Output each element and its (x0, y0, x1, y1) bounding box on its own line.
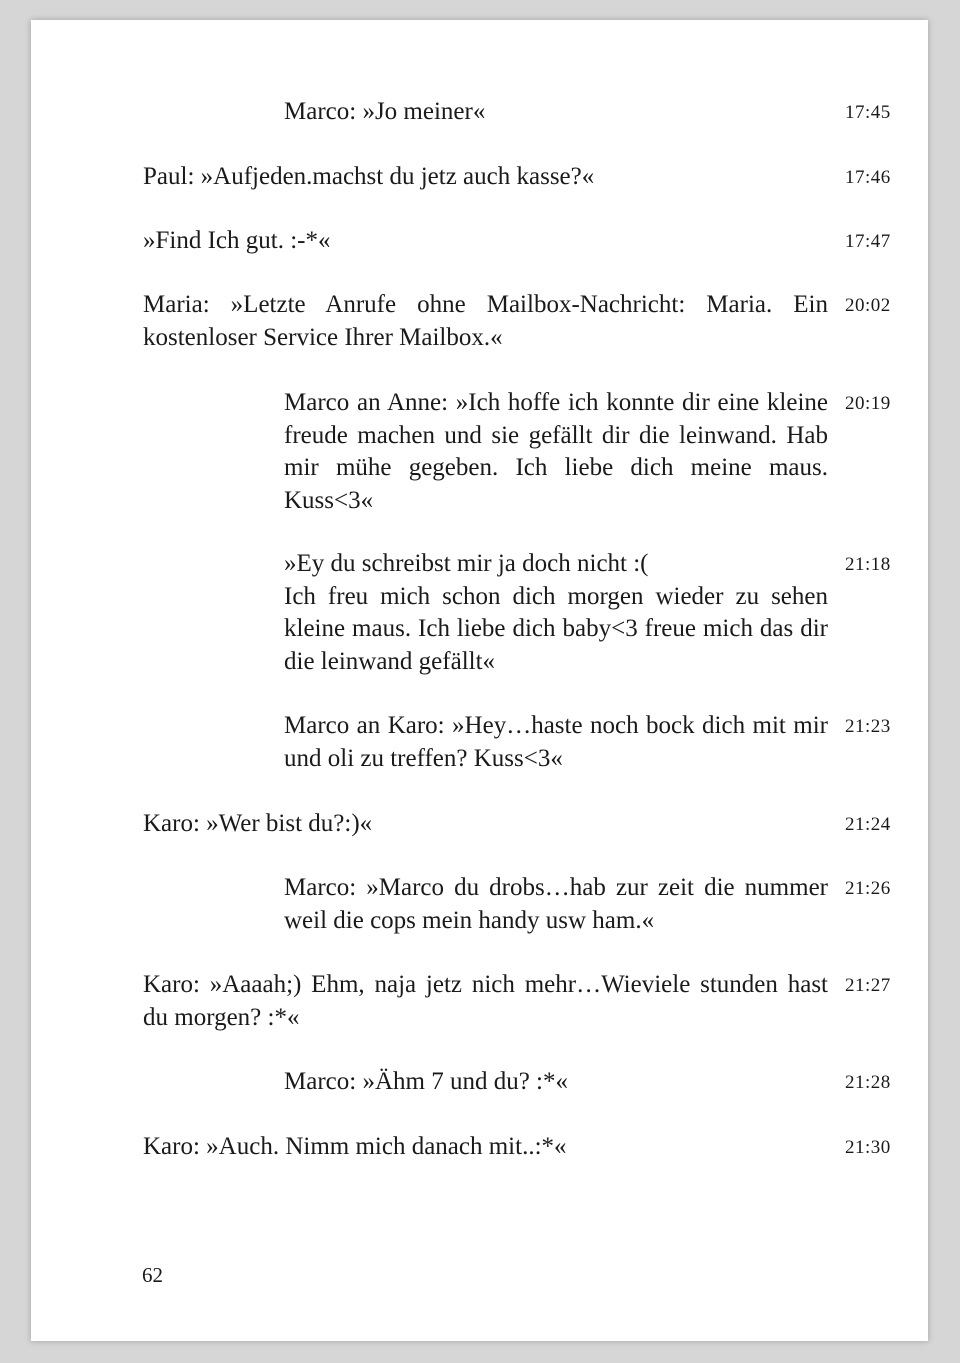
message-time: 21:18 (845, 554, 891, 575)
message-time: 20:02 (845, 295, 891, 316)
message-time: 21:27 (845, 975, 891, 996)
message-text: Karo: »Aaaah;) Ehm, naja jetz nich mehr…Wieviele stunden hast du morgen? :*« (143, 971, 828, 1031)
message-text: Karo: »Auch. Nimm mich danach mit..:*« (143, 1133, 567, 1160)
message-text: Marco an Karo: »Hey…haste noch bock dich mit mir und oli zu treffen? Kuss<3« (284, 712, 828, 772)
message-text: »Ey du schreibst mir ja doch nicht :( Ich freu mich schon dich morgen wieder zu sehen kleine maus. Ich liebe dich baby<3 freue mich das dir die leinwand gefällt« (284, 550, 828, 675)
message-time: 17:45 (845, 102, 891, 123)
message-time: 21:26 (845, 878, 891, 899)
message-text: Marco an Anne: »Ich hoffe ich konnte dir eine kleine freude machen und sie gefällt dir die leinwand. Hab mir mühe gegeben. Ich liebe dich meine maus. Kuss<3« (284, 389, 828, 514)
message-text: Marco: »Ähm 7 und du? :*« (284, 1068, 568, 1095)
message-text: Karo: »Wer bist du?:)« (143, 810, 373, 837)
message-time: 21:24 (845, 814, 891, 835)
message-text: »Find Ich gut. :-*« (143, 227, 331, 254)
message-text: Paul: »Aufjeden.machst du jetz auch kasse?« (143, 163, 595, 190)
message-text: Maria: »Letzte Anrufe ohne Mailbox-Nachricht: Maria. Ein kostenloser Service Ihrer Mailbox.« (143, 291, 828, 351)
message-time: 20:19 (845, 393, 891, 414)
message-text: Marco: »Jo meiner« (284, 98, 486, 125)
book-page (31, 20, 928, 1341)
message-time: 17:47 (845, 231, 891, 252)
message-time: 21:28 (845, 1072, 891, 1093)
message-time: 17:46 (845, 167, 891, 188)
message-text: Marco: »Marco du drobs…hab zur zeit die nummer weil die cops mein handy usw ham.« (284, 874, 828, 934)
page-number: 62 (142, 1263, 163, 1287)
message-time: 21:23 (845, 716, 891, 737)
message-time: 21:30 (845, 1137, 891, 1158)
